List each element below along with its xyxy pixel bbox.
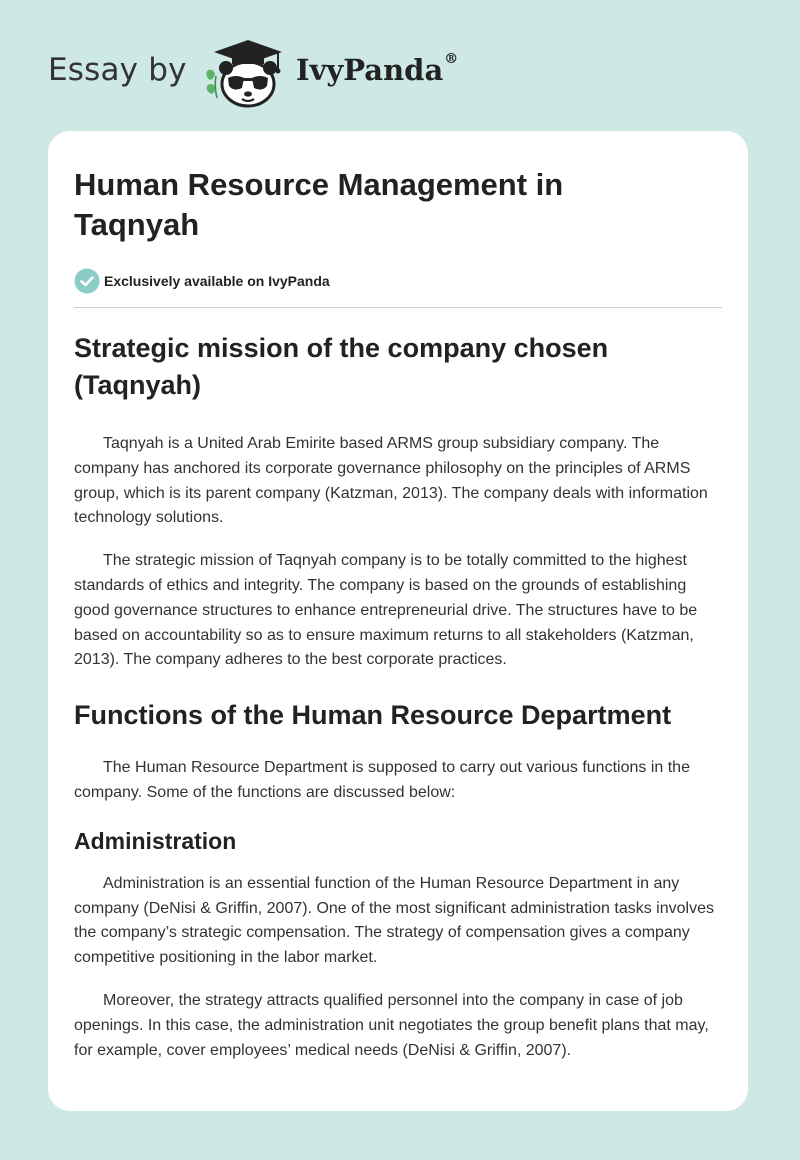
brand-header: [48, 36, 488, 106]
paragraph: Moreover, the strategy attracts qualified personnel into the company in case of job openings. In this case, the administration unit negotiates the group benefit plans that may, for example, cover employees’ medical needs (DeNisi & Griffin, 2007).: [74, 991, 709, 1059]
brand-name-text: IvyPanda: [296, 53, 444, 87]
brand-prefix: Essay by: [48, 52, 187, 88]
paragraph: Administration is an essential function of the Human Resource Department in any company (DeNisi & Griffin, 2007). One of the most significant administration tasks involves the company’s strategic compensation. The strategy of compensation gives a company competitive positioning in the labor market.: [74, 874, 714, 967]
divider: [74, 307, 722, 308]
section-heading-strategic-mission: Strategic mission of the company chosen (Taqnyah): [74, 333, 609, 400]
article-card: [48, 131, 748, 1111]
brand-name[interactable]: [296, 53, 458, 87]
article-title: Human Resource Management in Taqnyah: [74, 167, 564, 242]
registered-mark: ®: [444, 51, 459, 67]
exclusive-badge: [74, 267, 722, 295]
exclusive-badge-text: Exclusively available on IvyPanda: [104, 273, 330, 289]
paragraph: The Human Resource Department is supposed to carry out various functions in the company. Some of the functions are discussed below:: [74, 759, 690, 801]
paragraph: Taqnyah is a United Arab Emirite based ARMS group subsidiary company. The company has anchored its corporate governance philosophy on the principles of ARMS group, which is its parent company (Katzman, 2013). The company deals with information technology solutions.: [74, 435, 708, 527]
paragraph: The strategic mission of Taqnyah company is to be totally committed to the highest standards of ethics and integrity. The company is based on the grounds of establishing good governance structures to enhance entrepreneurial drive. The structures have to be based on accountability so as to ensure maximum returns to all stakeholders (Katzman, 2013). The company adheres to the best corporate practices.: [74, 552, 698, 669]
checkmark-circle-icon: [74, 268, 100, 294]
subsection-heading-administration: Administration: [74, 827, 237, 854]
panda-graduate-icon[interactable]: [202, 36, 290, 108]
section-heading-hr-functions: Functions of the Human Resource Department: [74, 700, 672, 731]
